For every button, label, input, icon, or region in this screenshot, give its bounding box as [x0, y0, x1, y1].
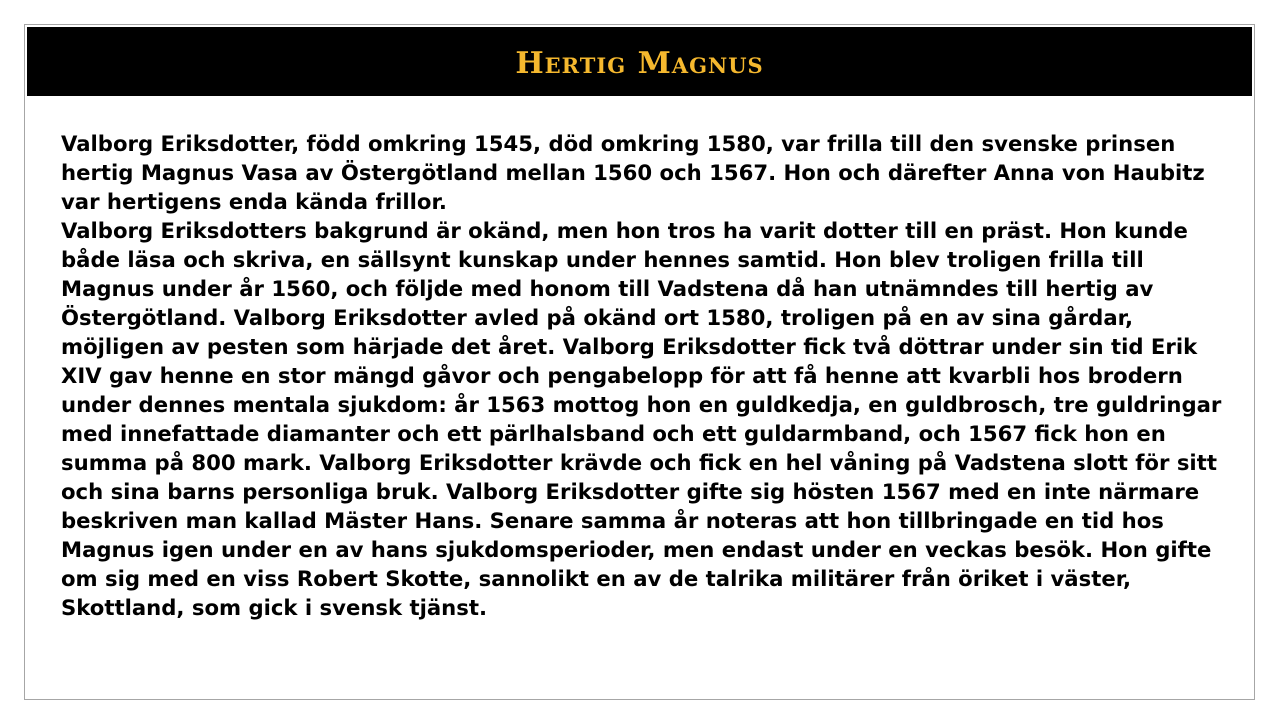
slide	[24, 24, 1255, 700]
slide-body	[61, 129, 1236, 622]
body-paragraph-2: Valborg Eriksdotters bakgrund är okänd, men hon tros ha varit dotter till en präst. Hon kunde både läsa och skriva, en sällsynt kunskap under hennes samtid. Hon blev troligen frilla till Magnus under år 1560, och följde med honom till Vadstena då han utnämndes till hertig av Östergötland. Valborg Eriksdotter avled på okänd ort 1580, troligen på en av sina gårdar, möjligen av pesten som härjade det året. Valborg Eriksdotter fick två döttrar under sin tid Erik XIV gav henne en stor mängd gåvor och pengabelopp för att få henne att kvarbli hos brodern under dennes mentala sjukdom: år 1563 mottog hon en guldkedja, en guldbrosch, tre guldringar med innefattade diamanter och ett pärlhalsband och ett guldarmband, och 1567 fick hon en summa på 800 mark. Valborg Eriksdotter krävde och fick en hel våning på Vadstena slott för sitt och sina barns personliga bruk. Valborg Eriksdotter gifte sig hösten 1567 med en inte närmare beskriven man kallad Mäster Hans. Senare samma år noteras att hon tillbringade en tid hos Magnus igen under en av hans sjukdomsperioder, men endast under en veckas besök. Hon gifte om sig med en viss Robert Skotte, sannolikt en av de talrika militärer från öriket i väster, Skottland, som gick i svensk tjänst.	[61, 218, 1222, 620]
body-paragraph-1: Valborg Eriksdotter, född omkring 1545, död omkring 1580, var frilla till den svenske prinsen hertig Magnus Vasa av Östergötland mellan 1560 och 1567. Hon och därefter Anna von Haubitz var hertigens enda kända frillor.	[61, 131, 1205, 214]
slide-title: Hertig Magnus	[515, 46, 764, 81]
title-bar	[27, 27, 1252, 96]
